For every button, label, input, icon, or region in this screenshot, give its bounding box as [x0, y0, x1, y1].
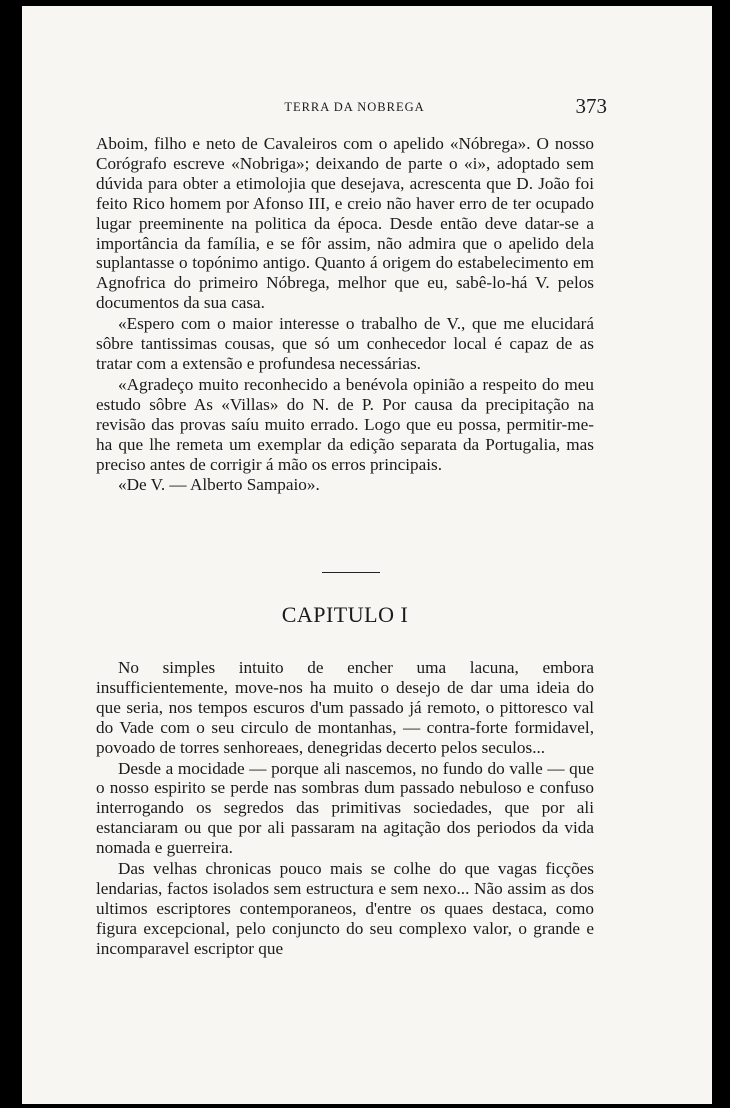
letter-signature: «De V. — Alberto Sampaio». [118, 475, 320, 495]
chapter-body [96, 658, 594, 960]
letter-section [96, 134, 594, 495]
chapter-paragraph-3: Das velhas chronicas pouco mais se colhe do que vagas ficções lendarias, factos isolados sem estructura e sem nexo... Não assim as dos ultimos escriptores contemporaneos, d'entre os quaes destaca, como figura excepcional, pelo conjuncto do seu complexo valor, o grande e incomparavel escriptor que [96, 859, 594, 958]
chapter-paragraph-1: No simples intuito de encher uma lacuna, embora insufficientemente, move-nos ha muito o desejo de dar uma ideia do que seria, nos tempos escuros d'um passado já remoto, o pittoresco val do Vade com o seu circulo de montanhas, — contra-forte formidavel, povoado de torres senhoreaes, denegridas decerto pelos seculos... [96, 658, 594, 757]
chapter-title: CAPITULO I [281, 602, 409, 627]
chapter-paragraph-2: Desde a mocidade — porque ali nascemos, no fundo do valle — que o nosso espirito se perde nas sombras dum passado nebuloso e confuso interrogando os segredos das primitivas sociedades, que por ali estanciaram ou que por ali passaram na agitação dos periodos da vida nomada e guerreira. [96, 758, 594, 858]
running-title: TERRA DA NOBREGA [284, 100, 425, 114]
section-divider [322, 572, 380, 573]
letter-paragraph-2: «Espero com o maior interesse o trabalho de V., que me elucidará sôbre tantissimas cousas, que só um conhecedor local é capaz de as tratar com a extensão e profundesa necessárias. [96, 314, 594, 373]
letter-paragraph-1: Aboim, filho e neto de Cavaleiros com o apelido «Nóbrega». O nosso Corógrafo escreve «Nobriga»; deixando de parte o «i», adoptado sem dúvida para obter a etimolojia que desejava, acrescenta que D. João foi feito Rico homem por Afonso III, e creio não haver erro de ter ocupado lugar preeminente na politica da época. Desde então deve datar-se a importância da família, e se fôr assim, não admira que o apelido dela suplantasse o topónimo antigo. Quanto á origem do estabelecimento em Agnofrica do primeiro Nóbrega, melhor que eu, sabê-lo-há V. pelos documentos da sua casa. [96, 134, 594, 313]
page-header [102, 96, 607, 122]
page-number: 373 [575, 94, 607, 118]
letter-paragraph-3: «Agradeço muito reconhecido a benévola opinião a respeito do meu estudo sôbre As «Villas» do N. de P. Por causa da precipitação na revisão das provas saíu muito errado. Logo que eu possa, permitir-me-ha que lhe remeta um exemplar da edição separata da Portugalia, mas preciso antes de corrigir á mão os erros principais. [96, 374, 594, 474]
